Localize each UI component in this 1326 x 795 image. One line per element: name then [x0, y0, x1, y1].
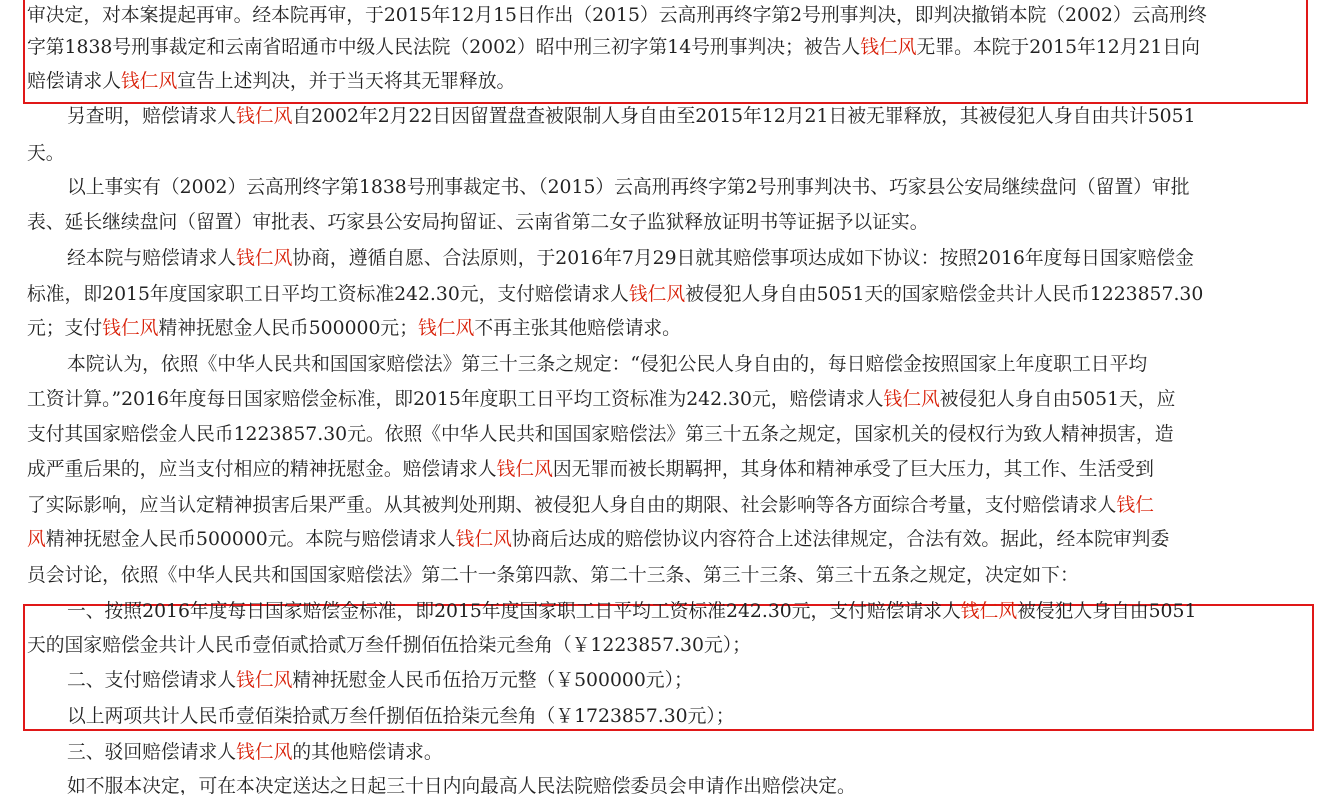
text-segment: 的其他赔偿请求。 [292, 742, 443, 763]
claimant-name-highlight: 钱仁 [1116, 495, 1154, 516]
text-segment: 字第1838号刑事裁定和云南省昭通市中级人民法院（2002）昭中刑三初字第14号刑事判决；被告人 [27, 37, 861, 58]
claimant-name-highlight: 钱仁风 [236, 742, 293, 763]
text-segment: 成严重后果的，应当支付相应的精神抚慰金。赔偿请求人 [27, 459, 497, 480]
text-segment: 表、延长继续盘问（留置）审批表、巧家县公安局拘留证、云南省第二女子监狱释放证明书等证据予以证实。 [27, 212, 929, 233]
text-segment: 协商，遵循自愿、合法原则，于2016年7月29日就其赔偿事项达成如下协议：按照2016年度每日国家赔偿金 [292, 248, 1194, 269]
claimant-name-highlight: 钱仁风 [496, 459, 553, 480]
text-segment: 自2002年2月22日因留置盘查被限制人身自由至2015年12月21日被无罪释放，其被侵犯人身自由共计5051 [292, 106, 1196, 127]
paragraph-line-agreement-2 [27, 279, 1299, 311]
paragraph-line-retrial-2 [27, 32, 1299, 64]
decision-item-3 [67, 737, 1299, 769]
text-segment: 二、支付赔偿请求人 [67, 670, 237, 691]
text-segment: 另查明，赔偿请求人 [67, 106, 237, 127]
paragraph-line-opinion-2 [27, 384, 1299, 416]
text-segment: 被侵犯人身自由5051 [1017, 601, 1197, 622]
text-segment: 被侵犯人身自由5051天的国家赔偿金共计人民币1223857.30 [685, 284, 1204, 305]
text-segment: 本院认为，依照《中华人民共和国国家赔偿法》第三十三条之规定：“侵犯公民人身自由的，每日赔偿金按照国家上年度职工日平均 [67, 354, 1148, 375]
text-segment: 工资计算。”2016年度每日国家赔偿金标准，即2015年度职工日平均工资标准为242.30元，赔偿请求人 [27, 389, 884, 410]
decision-item-2 [67, 665, 1299, 697]
claimant-name-highlight: 风 [27, 529, 46, 550]
text-segment: 一、按照2016年度每日国家赔偿金标准，即2015年度国家职工日平均工资标准242.30元，支付赔偿请求人 [67, 601, 961, 622]
text-segment: 支付其国家赔偿金人民币1223857.30元。依照《中华人民共和国国家赔偿法》第三十五条之规定，国家机关的侵权行为致人精神损害，造 [27, 424, 1174, 445]
paragraph-line-opinion-3 [27, 419, 1299, 451]
text-segment: 精神抚慰金人民币500000元。本院与赔偿请求人 [45, 529, 456, 550]
text-segment: 赔偿请求人 [27, 71, 121, 92]
claimant-name-highlight: 钱仁风 [628, 284, 686, 305]
paragraph-line-opinion-4 [27, 454, 1299, 486]
text-segment: 协商后达成的赔偿协议内容符合上述法律规定，合法有效。据此，经本院审判委 [511, 529, 1170, 550]
text-segment: 被侵犯人身自由5051天，应 [939, 389, 1176, 410]
text-segment: 经本院与赔偿请求人 [67, 248, 237, 269]
text-segment: 天。 [27, 143, 65, 164]
claimant-name-highlight: 钱仁风 [860, 37, 917, 58]
text-segment: 以上事实有（2002）云高刑终字第1838号刑事裁定书、（2015）云高刑再终字第2号刑事判决书、巧家县公安局继续盘问（留置）审批 [67, 177, 1190, 198]
paragraph-line-detention-1 [67, 101, 1299, 133]
paragraph-line-agreement-1 [67, 243, 1299, 275]
text-segment: 审决定，对本案提起再审。经本院再审，于2015年12月15日作出（2015）云高刑再终字第2号刑事判决，即判决撤销本院（2002）云高刑终 [27, 5, 1207, 26]
paragraph-line-opinion-1 [67, 349, 1299, 381]
claimant-name-highlight: 钱仁风 [102, 318, 159, 339]
paragraph-line-opinion-5 [27, 490, 1299, 522]
claimant-name-highlight: 钱仁风 [960, 601, 1018, 622]
claimant-name-highlight: 钱仁风 [417, 318, 475, 339]
paragraph-line-agreement-3 [27, 313, 1299, 345]
claimant-name-highlight: 钱仁风 [236, 106, 293, 127]
claimant-name-highlight: 钱仁风 [883, 389, 940, 410]
text-segment: 标准，即2015年度国家职工日平均工资标准242.30元，支付赔偿请求人 [27, 284, 629, 305]
paragraph-line-detention-2 [27, 138, 1299, 170]
text-segment: 精神抚慰金人民币伍拾万元整（￥500000元）； [292, 670, 693, 691]
text-segment: 如不服本决定，可在本决定送达之日起三十日内向最高人民法院赔偿委员会申请作出赔偿决定。 [67, 776, 856, 795]
text-segment: 元；支付 [27, 318, 103, 339]
claimant-name-highlight: 钱仁风 [120, 71, 178, 92]
paragraph-line-retrial-1 [27, 0, 1299, 32]
text-segment: 以上两项共计人民币壹佰柒拾贰万叁仟捌佰伍拾柒元叁角（￥1723857.30元）； [67, 706, 735, 727]
paragraph-line-opinion-7 [27, 560, 1299, 592]
text-segment: 员会讨论，依照《中华人民共和国国家赔偿法》第二十一条第四款、第二十三条、第三十三条、第三十五条之规定，决定如下： [27, 565, 1079, 586]
text-segment: 宣告上述判决，并于当天将其无罪释放。 [177, 71, 516, 92]
decision-item-1-line-1 [67, 596, 1299, 628]
paragraph-line-evidence-1 [67, 172, 1299, 204]
text-segment: 精神抚慰金人民币500000元； [158, 318, 418, 339]
text-segment: 因无罪而被长期羁押，其身体和精神承受了巨大压力，其工作、生活受到 [552, 459, 1154, 480]
claimant-name-highlight: 钱仁风 [455, 529, 512, 550]
paragraph-line-retrial-3 [27, 66, 1299, 98]
text-segment: 三、驳回赔偿请求人 [67, 742, 237, 763]
paragraph-line-opinion-6 [27, 524, 1299, 556]
claimant-name-highlight: 钱仁风 [236, 248, 293, 269]
text-segment: 无罪。本院于2015年12月21日向 [916, 37, 1200, 58]
decision-item-1-line-2 [27, 630, 1299, 662]
claimant-name-highlight: 钱仁风 [236, 670, 293, 691]
decision-total [67, 701, 1299, 733]
paragraph-line-evidence-2 [27, 207, 1299, 239]
text-segment: 天的国家赔偿金共计人民币壹佰贰拾贰万叁仟捌佰伍拾柒元叁角（￥1223857.30元）； [27, 635, 751, 656]
appeal-notice-line [67, 771, 1299, 795]
text-segment: 不再主张其他赔偿请求。 [474, 318, 681, 339]
text-segment: 了实际影响，应当认定精神损害后果严重。从其被判处刑期、被侵犯人身自由的期限、社会影响等各方面综合考量，支付赔偿请求人 [27, 495, 1117, 516]
